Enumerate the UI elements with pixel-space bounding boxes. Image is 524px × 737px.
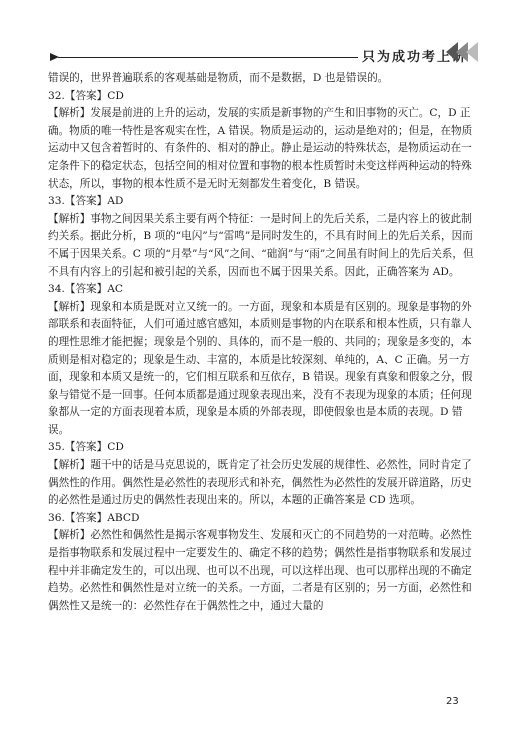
answer-label: 【答案】ABCD: [64, 511, 140, 524]
analysis-paragraph: 【解析】题干中的话是马克思说的，既肯定了社会历史发展的规律性、必然性，同时肯定了偶然性的作用。偶然性是必然性的表现形式和补充，偶然性为必然性的发展开辟道路，历史的必然性是通过历史的偶然性表现出来的。所以，本题的正确答案是 CD 选项。: [48, 459, 472, 507]
answer-label: 【答案】CD: [64, 441, 124, 454]
page-header: [0, 0, 524, 70]
question-33: [48, 193, 482, 281]
answer-line: 36.【答案】ABCD: [48, 511, 140, 524]
answer-line: 35.【答案】CD: [48, 441, 124, 454]
answer-line: 33.【答案】AD: [48, 195, 124, 208]
question-34: [48, 281, 482, 439]
page-number: 23: [446, 696, 459, 707]
analysis-paragraph: 【解析】必然性和偶然性是揭示客观事物发生、发展和灭亡的不同趋势的一对范畴。必然性是指事物联系和发展过程中一定要发生的、确定不移的趋势；偶然性是指事物联系和发展过程中并非确定发生的，可以出现、也可以不出现，可以这样出现、也可以那样出现的不确定趋势。必然性和偶然性是对立统一的关系。一方面，二者是有区别的；另一方面，必然性和偶然性又是统一的：必然性存在于偶然性之中，通过大量的: [48, 529, 472, 612]
analysis-paragraph: 【解析】现象和本质是既对立又统一的。一方面，现象和本质是有区别的。现象是事物的外部联系和表面特征，人们可通过感官感知，本质则是事物的内在联系和根本性质，只有靠人的理性思维才能把握；现象是个别的、具体的，而不是一般的、共同的；现象是多变的，本质则是相对稳定的；现象是生动、丰富的，本质是比较深刻、单纯的，A、C 正确。另一方面，现象和本质又是统一的，它们相互联系和互依存，B 错误。现象有真象和假象之分，假象与错觉不是一回事。任何本质都是通过现象表现出来，没有不表现为现象的本质；任何现象都从一定的方面表现着本质，现象是本质的外部表现，即使假象也是本质的表现。D 错误。: [48, 300, 473, 436]
answer-label: 【答案】AD: [64, 195, 124, 208]
header-rule: [58, 57, 358, 58]
question-32: [48, 88, 482, 194]
answer-line: 34.【答案】AC: [48, 283, 123, 296]
chevron-left-icon: [448, 42, 478, 62]
analysis-paragraph: 【解析】发展是前进的上升的运动，发展的实质是新事物的产生和旧事物的灭亡。C，D 正确。物质的唯一特性是客观实在性，A 错误。物质是运动的，运动是绝对的；但是，在物质运动中又包含着暂时的、有条件的、相对的静止。静止是运动的特殊状态，是物质运动在一定条件下的稳定状态，包括空间的相对位置和事物的根本性质暂时未变这样两种运动的特殊状态，所以，事物的根本性质不是无时无刻都发生着变化，B 错误。: [48, 107, 473, 190]
answer-label: 【答案】AC: [64, 283, 123, 296]
intro-paragraph: 错误的，世界普遍联系的客观基础是物质，而不是数据，D 也是错误的。: [48, 72, 389, 84]
header-title: 只为成功考上研: [362, 50, 468, 65]
page-body: [48, 70, 482, 615]
answer-label: 【答案】CD: [64, 89, 124, 102]
question-35: [48, 439, 482, 509]
answer-line: 32.【答案】CD: [48, 89, 124, 102]
analysis-paragraph: 【解析】事物之间因果关系主要有两个特征：一是时间上的先后关系，二是内容上的彼此制约关系。据此分析，B 项的“电闪”与“雷鸣”是同时发生的，不具有时间上的先后关系，因而不属于因果关系。C 项的“月晕”与“风”之间、“础润”与“雨”之间虽有时间上的先后关系，但不具有内容上的引起和被引起的关系，因而也不属于因果关系。因此，正确答案为 AD。: [48, 212, 474, 278]
question-36: [48, 510, 482, 616]
